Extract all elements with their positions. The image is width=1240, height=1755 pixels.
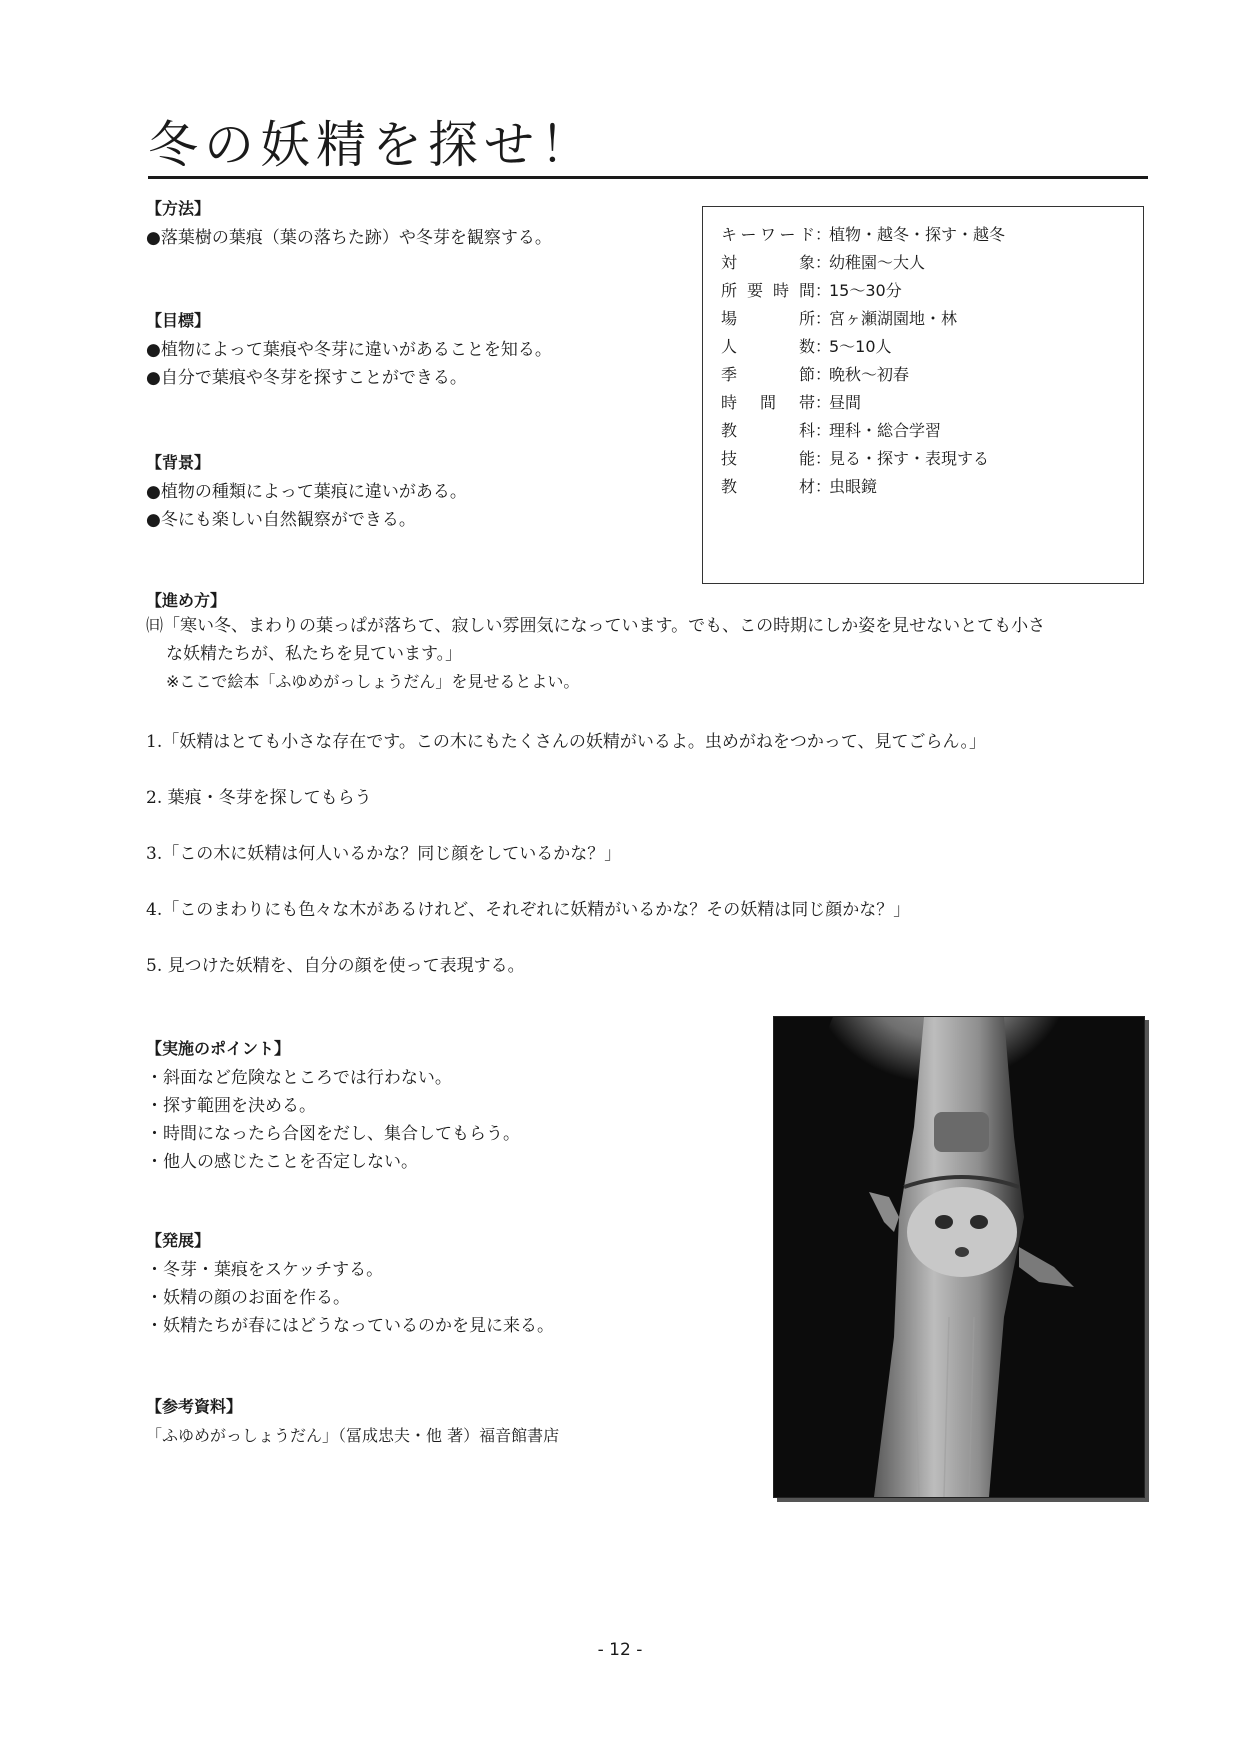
info-row-duration: 所要時間 ： 15～30分: [721, 277, 1125, 305]
info-value: 5～10人: [829, 337, 892, 356]
points-item: ・ 探す範囲を決める。: [146, 1092, 1146, 1120]
goal-item: ● 植物によって葉痕や冬芽に違いがあることを知る。: [146, 336, 1146, 364]
info-value: 晩秋～初春: [829, 365, 910, 384]
intro-line: ㈰「寒い冬、まわりの葉っぱが落ちて、寂しい雰囲気になっています。でも、この時期にしか姿を見せないとても小さ: [146, 616, 1046, 636]
info-row-keyword: キーワード ： 植物・越冬・探す・越冬: [721, 221, 1125, 249]
development-heading: 【発展】: [146, 1231, 211, 1250]
info-label: 場所: [721, 309, 815, 328]
info-value: 15～30分: [829, 281, 902, 300]
points-item: ・ 斜面など危険なところでは行わない。: [146, 1064, 1146, 1092]
leaf-scar-illustration: [774, 1017, 1144, 1497]
info-row-people: 人数 ： 5～10人: [721, 333, 1125, 361]
info-label: キーワード: [721, 225, 815, 244]
procedure-note: ※ここで絵本「ふゆめがっしょうだん」を見せるとよい。: [166, 672, 580, 691]
info-label: 教材: [721, 477, 815, 496]
page-title: 冬の妖精を探せ！: [148, 116, 596, 174]
info-row-season: 季節 ： 晩秋～初春: [721, 361, 1125, 389]
procedure-step: 3.「この木に妖精は何人いるかな？同じ顔をしているかな？」: [146, 844, 622, 864]
info-value: 見る・探す・表現する: [829, 449, 990, 468]
reference-heading: 【参考資料】: [146, 1397, 243, 1416]
background-heading: 【背景】: [146, 453, 211, 472]
info-label: 時間帯: [721, 393, 815, 412]
procedure-step: 4.「このまわりにも色々な木があるけれど、それぞれに妖精がいるかな？その妖精は同じ顔かな？」: [146, 900, 911, 920]
info-value: 幼稚園～大人: [829, 253, 926, 272]
info-value: 植物・越冬・探す・越冬: [829, 225, 1006, 244]
info-box: [702, 206, 1144, 584]
development-item: ・ 妖精の顔のお面を作る。: [146, 1284, 1146, 1312]
info-row-time: 時間帯 ： 昼間: [721, 389, 1125, 417]
reference-text: 「ふゆめがっしょうだん」（冨成忠夫・他 著）福音館書店: [146, 1426, 560, 1445]
development-item: ・ 妖精たちが春にはどうなっているのかを見に来る。: [146, 1312, 1146, 1340]
info-label: 技能: [721, 449, 815, 468]
background-item: ● 冬にも楽しい自然観察ができる。: [146, 506, 1146, 534]
intro-line: な妖精たちが、私たちを見ています。」: [166, 644, 463, 664]
title-underline: [148, 176, 1148, 179]
points-item: ・ 時間になったら合図をだし、集合してもらう。: [146, 1120, 1146, 1148]
procedure-step: 5. 見つけた妖精を、自分の顔を使って表現する。: [146, 956, 525, 976]
procedure-step: 1.「妖精はとても小さな存在です。この木にもたくさんの妖精がいるよ。虫めがねをつかって、見てごらん。」: [146, 732, 987, 752]
info-row-skills: 技能 ： 見る・探す・表現する: [721, 445, 1125, 473]
goal-item: ● 自分で葉痕や冬芽を探すことができる。: [146, 364, 1146, 392]
info-value: 虫眼鏡: [829, 477, 878, 496]
info-label: 季節: [721, 365, 815, 384]
method-heading: 【方法】: [146, 199, 211, 218]
method-item: ● 落葉樹の葉痕（葉の落ちた跡）や冬芽を観察する。: [146, 224, 1146, 252]
points-heading: 【実施のポイント】: [146, 1039, 291, 1058]
info-value: 昼間: [829, 393, 862, 412]
info-value: 理科・総合学習: [829, 421, 942, 440]
info-label: 教科: [721, 421, 815, 440]
background-item: ● 植物の種類によって葉痕に違いがある。: [146, 478, 1146, 506]
procedure-step: 2. 葉痕・冬芽を探してもらう: [146, 788, 372, 808]
info-row-subject: 教科 ： 理科・総合学習: [721, 417, 1125, 445]
info-label: 対象: [721, 253, 815, 272]
info-value: 宮ヶ瀬湖園地・林: [829, 309, 958, 328]
info-row-target: 対象 ： 幼稚園～大人: [721, 249, 1125, 277]
procedure-intro: [146, 612, 1146, 696]
info-row-location: 場所 ： 宮ヶ瀬湖園地・林: [721, 305, 1125, 333]
info-label: 所要時間: [721, 281, 815, 300]
leaf-scar-photo: [773, 1016, 1145, 1498]
info-label: 人数: [721, 337, 815, 356]
development-item: ・ 冬芽・葉痕をスケッチする。: [146, 1256, 1146, 1284]
goal-heading: 【目標】: [146, 311, 211, 330]
procedure-heading: 【進め方】: [146, 591, 227, 610]
page-number: - 12 -: [597, 1640, 643, 1660]
info-row-materials: 教材 ： 虫眼鏡: [721, 473, 1125, 501]
points-item: ・ 他人の感じたことを否定しない。: [146, 1148, 1146, 1176]
